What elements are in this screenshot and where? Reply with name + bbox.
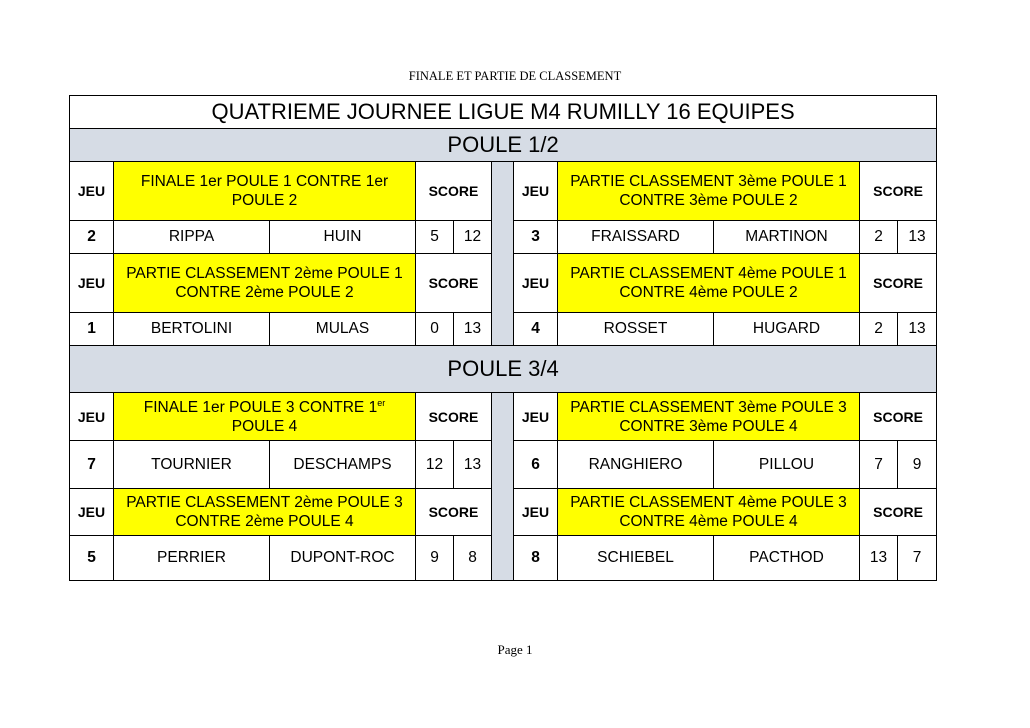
match-title: PARTIE CLASSEMENT 4ème POULE 1 CONTRE 4ème POULE 2 — [558, 254, 860, 313]
match-title: PARTIE CLASSEMENT 3ème POULE 3 CONTRE 3ème POULE 4 — [558, 393, 860, 441]
poule-row — [70, 129, 937, 162]
match-title-superscript: er — [377, 397, 386, 408]
title-row — [70, 96, 937, 129]
score-value: 12 — [454, 221, 492, 254]
jeu-header: JEU — [70, 254, 114, 313]
jeu-header: JEU — [70, 393, 114, 441]
team-name: MARTINON — [714, 221, 860, 254]
score-header: SCORE — [416, 393, 492, 441]
column-separator — [492, 162, 514, 346]
team-name: DESCHAMPS — [270, 441, 416, 489]
score-value: 13 — [898, 313, 937, 346]
jeu-number: 4 — [514, 313, 558, 346]
score-header: SCORE — [416, 162, 492, 221]
team-name: RANGHIERO — [558, 441, 714, 489]
match-header-row — [70, 393, 937, 441]
match-header-row — [70, 162, 937, 221]
jeu-header: JEU — [70, 162, 114, 221]
team-name: ROSSET — [558, 313, 714, 346]
score-value: 7 — [860, 441, 898, 489]
match-title — [114, 393, 416, 441]
score-value: 2 — [860, 221, 898, 254]
score-value: 9 — [898, 441, 937, 489]
jeu-header: JEU — [514, 162, 558, 221]
score-value: 13 — [898, 221, 937, 254]
jeu-header: JEU — [514, 254, 558, 313]
team-name: MULAS — [270, 313, 416, 346]
score-value: 13 — [454, 441, 492, 489]
team-name: PACTHOD — [714, 536, 860, 581]
jeu-number: 3 — [514, 221, 558, 254]
match-title: PARTIE CLASSEMENT 3ème POULE 1 CONTRE 3ème POULE 2 — [558, 162, 860, 221]
match-title: FINALE 1er POULE 1 CONTRE 1er POULE 2 — [114, 162, 416, 221]
poule-row — [70, 346, 937, 393]
team-name: SCHIEBEL — [558, 536, 714, 581]
jeu-header: JEU — [514, 393, 558, 441]
score-value: 0 — [416, 313, 454, 346]
score-header: SCORE — [860, 489, 937, 536]
jeu-number: 1 — [70, 313, 114, 346]
match-title: PARTIE CLASSEMENT 4ème POULE 3 CONTRE 4ème POULE 4 — [558, 489, 860, 536]
document-header: FINALE ET PARTIE DE CLASSEMENT — [408, 69, 622, 83]
jeu-header: JEU — [70, 489, 114, 536]
score-value: 9 — [416, 536, 454, 581]
score-value: 2 — [860, 313, 898, 346]
page-number: Page 1 — [497, 642, 533, 657]
score-value: 8 — [454, 536, 492, 581]
match-title: PARTIE CLASSEMENT 2ème POULE 1 CONTRE 2ème POULE 2 — [114, 254, 416, 313]
jeu-number: 5 — [70, 536, 114, 581]
team-name: FRAISSARD — [558, 221, 714, 254]
team-name: HUIN — [270, 221, 416, 254]
jeu-number: 7 — [70, 441, 114, 489]
score-value: 7 — [898, 536, 937, 581]
team-name: RIPPA — [114, 221, 270, 254]
team-name: PERRIER — [114, 536, 270, 581]
jeu-header: JEU — [514, 489, 558, 536]
results-table — [69, 95, 937, 581]
score-header: SCORE — [860, 393, 937, 441]
score-header: SCORE — [860, 162, 937, 221]
score-value: 5 — [416, 221, 454, 254]
score-value: 13 — [860, 536, 898, 581]
match-title-part: POULE 4 — [231, 417, 298, 435]
team-name: BERTOLINI — [114, 313, 270, 346]
score-value: 13 — [454, 313, 492, 346]
match-title: PARTIE CLASSEMENT 2ème POULE 3 CONTRE 2ème POULE 4 — [114, 489, 416, 536]
jeu-number: 2 — [70, 221, 114, 254]
score-header: SCORE — [860, 254, 937, 313]
team-name: HUGARD — [714, 313, 860, 346]
jeu-number: 8 — [514, 536, 558, 581]
score-header: SCORE — [416, 254, 492, 313]
score-header: SCORE — [416, 489, 492, 536]
team-name: TOURNIER — [114, 441, 270, 489]
team-name: PILLOU — [714, 441, 860, 489]
team-name: DUPONT-ROC — [270, 536, 416, 581]
column-separator — [492, 393, 514, 581]
poule-title: POULE 3/4 — [70, 346, 937, 393]
match-title-part: FINALE 1er POULE 3 CONTRE 1 — [143, 398, 378, 416]
score-value: 12 — [416, 441, 454, 489]
page-title: QUATRIEME JOURNEE LIGUE M4 RUMILLY 16 EQUIPES — [70, 96, 937, 129]
poule-title: POULE 1/2 — [70, 129, 937, 162]
jeu-number: 6 — [514, 441, 558, 489]
